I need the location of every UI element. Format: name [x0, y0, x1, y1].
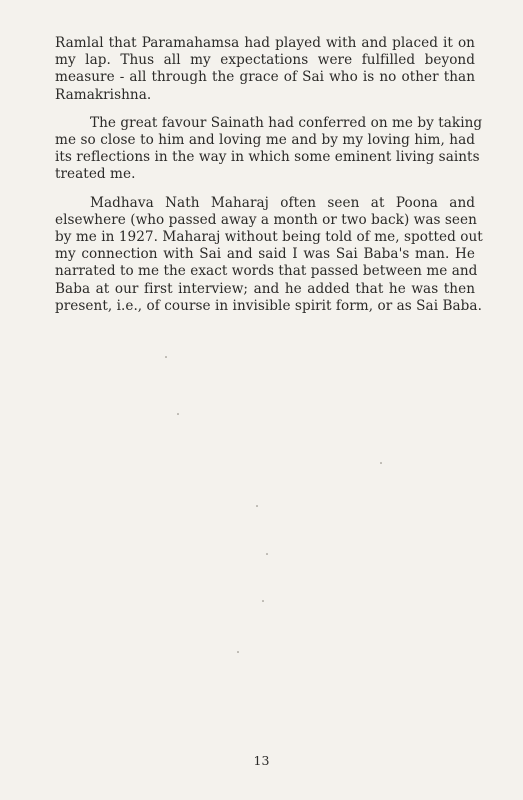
- body-text: [55, 35, 483, 326]
- paper-speck: [256, 505, 258, 507]
- paper-speck: [165, 356, 167, 358]
- text-line: my lap. Thus all my expectations were fulfilled beyond: [55, 52, 475, 69]
- text-line: present, i.e., of course in invisible spirit form, or as Sai Baba.: [55, 297, 482, 314]
- text-line: narrated to me the exact words that passed between me and: [55, 263, 478, 280]
- text-line: by me in 1927. Maharaj without being told of me, spotted out: [55, 229, 483, 246]
- paper-speck: [237, 651, 239, 653]
- paper-speck: [262, 600, 264, 602]
- paragraph-3: [55, 194, 483, 315]
- text-line: measure - all through the grace of Sai who is no other than: [55, 69, 475, 86]
- paper-speck: [177, 413, 179, 415]
- paragraph-2: [55, 114, 483, 184]
- text-line: Ramlal that Paramahamsa had played with and placed it on: [55, 35, 475, 51]
- paragraph-1: [55, 35, 475, 104]
- paper-speck: [380, 462, 382, 464]
- text-line: Baba at our first interview; and he added that he was then: [55, 280, 475, 297]
- paper-speck: [266, 553, 268, 555]
- text-line: elsewhere (who passed away a month or two back) was seen: [55, 211, 477, 228]
- text-line: my connection with Sai and said I was Sai Baba's man. He: [55, 246, 475, 263]
- text-line: Ramakrishna.: [55, 86, 152, 103]
- text-line: treated me.: [55, 166, 136, 183]
- text-line: The great favour Sainath had conferred on me by taking: [90, 114, 483, 131]
- text-line: its reflections in the way in which some eminent living saints: [55, 149, 480, 166]
- text-line: me so close to him and loving me and by my loving him, had: [55, 132, 475, 149]
- text-line: Madhava Nath Maharaj often seen at Poona and: [90, 194, 475, 211]
- page-number: 13: [253, 753, 270, 768]
